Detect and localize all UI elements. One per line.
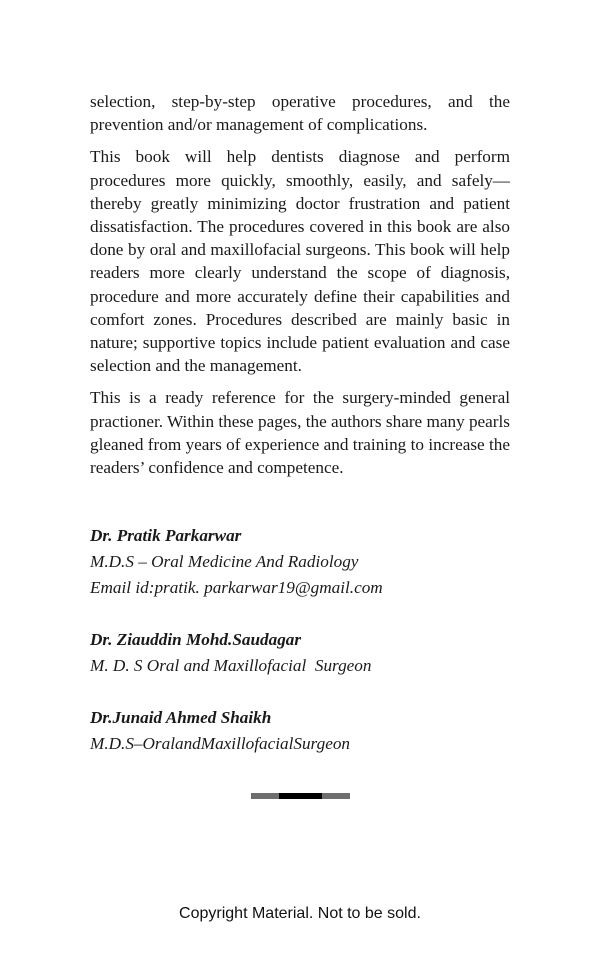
author-block bbox=[90, 627, 530, 679]
paragraph-ready-reference: This is a ready reference for the surgery-minded general practioner. Within these pages, the authors share many pearls gleaned from years of experience and training to increase the readers’ confidence and competence. bbox=[90, 388, 510, 478]
copyright-footer: Copyright Material. Not to be sold. bbox=[179, 905, 421, 922]
author-name: Dr.Junaid Ahmed Shaikh bbox=[90, 708, 272, 727]
author-email: Email id:pratik. parkarwar19@gmail.com bbox=[90, 578, 383, 597]
author-qualification: M.D.S – Oral Medicine And Radiology bbox=[90, 552, 359, 571]
decorative-divider bbox=[251, 793, 350, 799]
author-list bbox=[90, 523, 530, 783]
author-qualification: M.D.S–OralandMaxillofacialSurgeon bbox=[90, 734, 351, 753]
divider-segment-right bbox=[322, 793, 350, 799]
divider-segment-left bbox=[251, 793, 279, 799]
paragraph-book-purpose: This book will help dentists diagnose and perform procedures more quickly, smoothly, easily, and safely—thereby greatly minimizing doctor frustration and patient dissatisfaction. The procedures covered in this book are also done by oral and maxillofacial surgeons. This book will help readers more clearly understand the scope of diagnosis, procedure and more accurately define their capabilities and comfort zones. Procedures described are mainly basic in nature; supportive topics include patient evaluation and case selection and the management. bbox=[90, 147, 510, 376]
author-name: Dr. Pratik Parkarwar bbox=[90, 526, 242, 545]
author-block bbox=[90, 705, 530, 757]
author-qualification: M. D. S Oral and Maxillofacial Surgeon bbox=[90, 656, 372, 675]
book-blurb bbox=[90, 90, 510, 488]
divider-segment-center bbox=[279, 793, 322, 799]
author-name: Dr. Ziauddin Mohd.Saudagar bbox=[90, 630, 302, 649]
author-block bbox=[90, 523, 530, 601]
paragraph-intro-continuation: selection, step-by-step operative procedures, and the prevention and/or management of complications. bbox=[90, 92, 510, 135]
